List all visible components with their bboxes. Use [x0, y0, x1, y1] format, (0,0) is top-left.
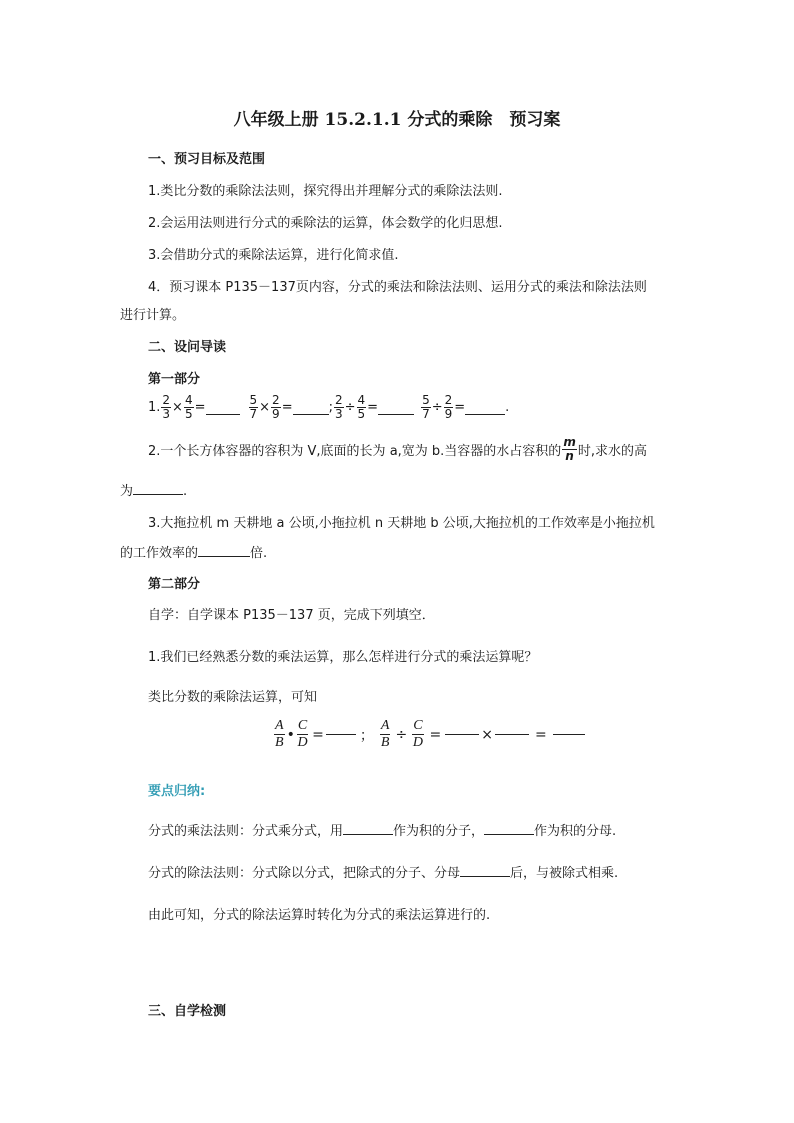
answer-blank[interactable] — [293, 400, 329, 415]
section1-heading: 一、预习目标及范围 — [148, 152, 266, 167]
section2-heading: 二、设问导读 — [148, 340, 227, 355]
fraction-m-over-n: $\frac{m}{n}$ — [563, 435, 576, 463]
answer-blank[interactable] — [465, 400, 505, 415]
answer-blank[interactable] — [445, 734, 479, 735]
operator: ÷ — [431, 400, 443, 415]
answer-blank[interactable] — [495, 734, 529, 735]
conclusion-text: 由此可知，分式的除法运算时转化为分式的乘法运算进行的. — [148, 908, 491, 923]
answer-blank[interactable] — [206, 400, 240, 415]
goal-item-3: 3.会借助分式的乘除法运算，进行化简求值. — [148, 248, 399, 263]
division-rule: 分式的除法法则：分式除以分式，把除式的分子、分母 后，与被除式相乘. — [148, 862, 618, 881]
analogy-text: 类比分数的乘除法运算，可知 — [148, 690, 318, 705]
answer-blank[interactable] — [553, 734, 585, 735]
answer-blank[interactable] — [198, 542, 250, 557]
answer-blank[interactable] — [460, 862, 510, 877]
part2-question-1: 1.我们已经熟悉分数的乘法运算，那么怎样进行分式的乘法运算呢？ — [148, 650, 538, 665]
answer-blank[interactable] — [343, 820, 393, 835]
multiplication-rule: 分式的乘法法则：分式乘分式，用 作为积的分子， 作为积的分母. — [148, 820, 616, 839]
answer-blank[interactable] — [484, 820, 534, 835]
fraction: $\frac{5}{7}$ — [422, 393, 430, 421]
fraction: $\frac{2}{9}$ — [444, 393, 453, 421]
q2-text-end: 时,求水的高 — [577, 444, 647, 459]
part1-question-3: 3.大拖拉机 m 天耕地 a 公顷,小拖拉机 n 天耕地 b 公顷,大拖拉机的工作效率是小拖拉机 — [148, 516, 655, 531]
part1-question-2 — [148, 436, 647, 463]
self-study-text: 自学：自学课本 P135－137 页，完成下列填空． — [148, 608, 435, 623]
part1-question-1: 1. $\frac{2}{3}$ × $\frac{4}{5}$ = $\frac{5}{7}$ × $\frac{2}{9}$ = ; $\frac{2}{3}$ ÷ $\frac{4}{5}$ = $\frac{5}{7}$ ÷ $\frac{2}{9}$ = . — [148, 393, 510, 421]
goal-item-2: 2.会运用法则进行分式的乘除法的运算，体会数学的化归思想. — [148, 216, 503, 231]
fraction-formula: A B • $\frac{C}{D}$ = ； $\frac{A}{B}$ ÷ $\frac{C}{D}$ = × = — [272, 718, 585, 751]
part1-heading: 第一部分 — [148, 372, 201, 387]
part1-question-2-cont: 为 . — [120, 480, 187, 499]
goal-item-4: 4．预习课本 P135－137页内容，分式的乘法和除法法则、运用分式的乘法和除法法则 — [148, 280, 647, 295]
section3-heading: 三、自学检测 — [148, 1004, 227, 1019]
key-points-heading: 要点归纳: — [148, 784, 206, 799]
operator: × — [259, 400, 271, 415]
fraction: $\frac{2}{3}$ — [162, 393, 171, 421]
q2-text: 2.一个长方体容器的容积为 V,底面的长为 a,宽为 b.当容器的水占容积的 — [148, 444, 562, 459]
answer-blank[interactable] — [326, 734, 356, 735]
part1-question-3-cont: 的工作效率的 倍. — [120, 542, 267, 561]
goal-item-4-cont: 进行计算。 — [120, 308, 186, 323]
part2-heading: 第二部分 — [148, 577, 201, 592]
answer-blank[interactable] — [133, 480, 183, 495]
operator: × — [172, 400, 183, 415]
operator: ÷ — [344, 400, 356, 415]
fraction: $\frac{4}{5}$ — [357, 393, 366, 421]
fraction: $\frac{2}{3}$ — [334, 393, 343, 421]
goal-item-1: 1.类比分数的乘除法法则，探究得出并理解分式的乘除法法则. — [148, 184, 503, 199]
fraction: $\frac{2}{9}$ — [272, 393, 280, 421]
fraction: $\frac{5}{7}$ — [249, 393, 258, 421]
q1-prefix: 1. — [148, 400, 161, 415]
page-title: 八年级上册 15.2.1.1 分式的乘除 预习案 — [233, 110, 561, 130]
answer-blank[interactable] — [378, 400, 414, 415]
fraction: $\frac{4}{5}$ — [184, 393, 193, 421]
